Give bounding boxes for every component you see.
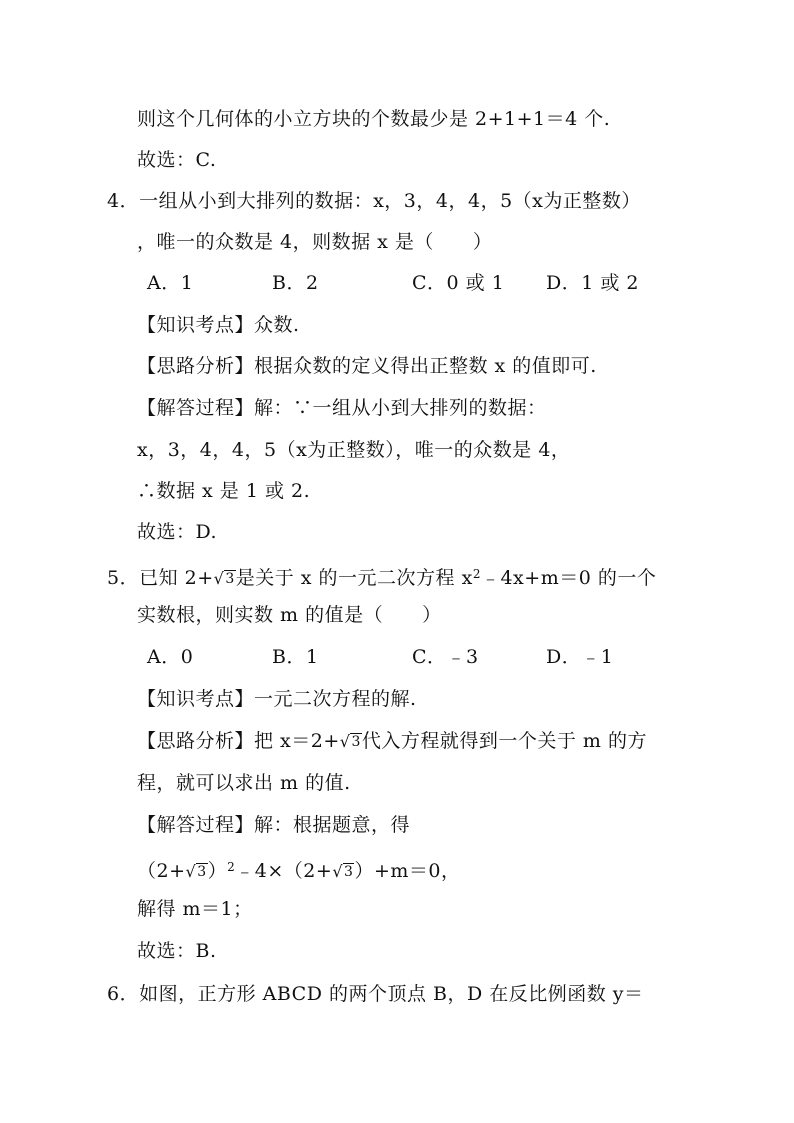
radical-sign: √ — [213, 569, 225, 588]
solution-heading: 【解答过程】解：∵一组从小到大排列的数据： — [137, 397, 547, 419]
question-6-stem: 6．如图，正方形 ABCD 的两个顶点 B，D 在反比例函数 y＝ — [107, 983, 644, 1005]
radicand: 3 — [197, 864, 207, 880]
result-line: 解得 m＝1； — [137, 898, 253, 920]
radicand: 3 — [344, 864, 354, 880]
analysis — [137, 729, 647, 753]
eq-text: ） — [207, 860, 228, 882]
option-a: A．0 — [147, 646, 194, 668]
stem-text: 5．已知 2+ — [107, 567, 214, 589]
knowledge-point: 【知识考点】一元二次方程的解. — [137, 688, 417, 710]
analysis-cont: 程，就可以求出 m 的值. — [137, 772, 351, 794]
eq-text: （2+ — [137, 860, 186, 882]
radical-sign: √ — [339, 732, 351, 751]
stem-text: ﹣4x+m＝0 的一个 — [480, 567, 657, 589]
knowledge-point: 【知识考点】众数. — [137, 314, 300, 336]
sqrt-expression — [332, 863, 354, 880]
answer-line: 故选：B. — [137, 940, 217, 962]
question-5-stem — [107, 562, 656, 590]
option-d: D．1 或 2 — [546, 272, 639, 294]
option-b: B．2 — [272, 272, 319, 294]
option-d: D．﹣1 — [546, 646, 614, 668]
stem-text: 是关于 x 的一元二次方程 x — [235, 567, 473, 589]
radicand: 3 — [351, 734, 361, 750]
text-line: 故选：C. — [137, 149, 217, 171]
eq-text: ﹣4×（2+ — [235, 860, 333, 882]
sqrt-expression — [214, 570, 236, 587]
question-5-stem-cont: 实数根，则实数 m 的值是（ ） — [137, 604, 442, 626]
solution-line: ∴数据 x 是 1 或 2. — [137, 480, 311, 502]
solution-heading: 【解答过程】解：根据题意，得 — [137, 814, 411, 836]
option-a: A．1 — [147, 272, 194, 294]
radical-sign: √ — [185, 862, 197, 881]
superscript: 2 — [227, 860, 236, 874]
answer-line: 故选：D. — [137, 521, 218, 543]
text-line: 则这个几何体的小立方块的个数最少是 2+1+1＝4 个. — [137, 108, 611, 130]
radicand: 3 — [225, 571, 235, 587]
question-4-stem: 4．一组从小到大排列的数据：x，3，4，4，5（x为正整数） — [107, 190, 641, 212]
option-c: C．﹣3 — [412, 646, 479, 668]
eq-text: ）+m＝0， — [354, 860, 461, 882]
sqrt-expression — [186, 863, 208, 880]
sqrt-expression — [340, 733, 362, 750]
option-b: B．1 — [272, 646, 319, 668]
analysis-text: 代入方程就得到一个关于 m 的方 — [361, 730, 647, 752]
equation-line — [137, 855, 460, 883]
question-4-stem-cont: ，唯一的众数是 4，则数据 x 是（ ） — [137, 231, 493, 253]
question-5-options — [147, 645, 613, 669]
radical-sign: √ — [332, 862, 344, 881]
solution-line: x，3，4，4，5（x为正整数），唯一的众数是 4， — [137, 439, 571, 461]
analysis: 【思路分析】根据众数的定义得出正整数 x 的值即可. — [137, 355, 597, 377]
option-c: C．0 或 1 — [412, 272, 505, 294]
question-4-options — [147, 271, 639, 295]
superscript: 2 — [472, 567, 481, 581]
analysis-text: 【思路分析】把 x＝2+ — [137, 730, 340, 752]
